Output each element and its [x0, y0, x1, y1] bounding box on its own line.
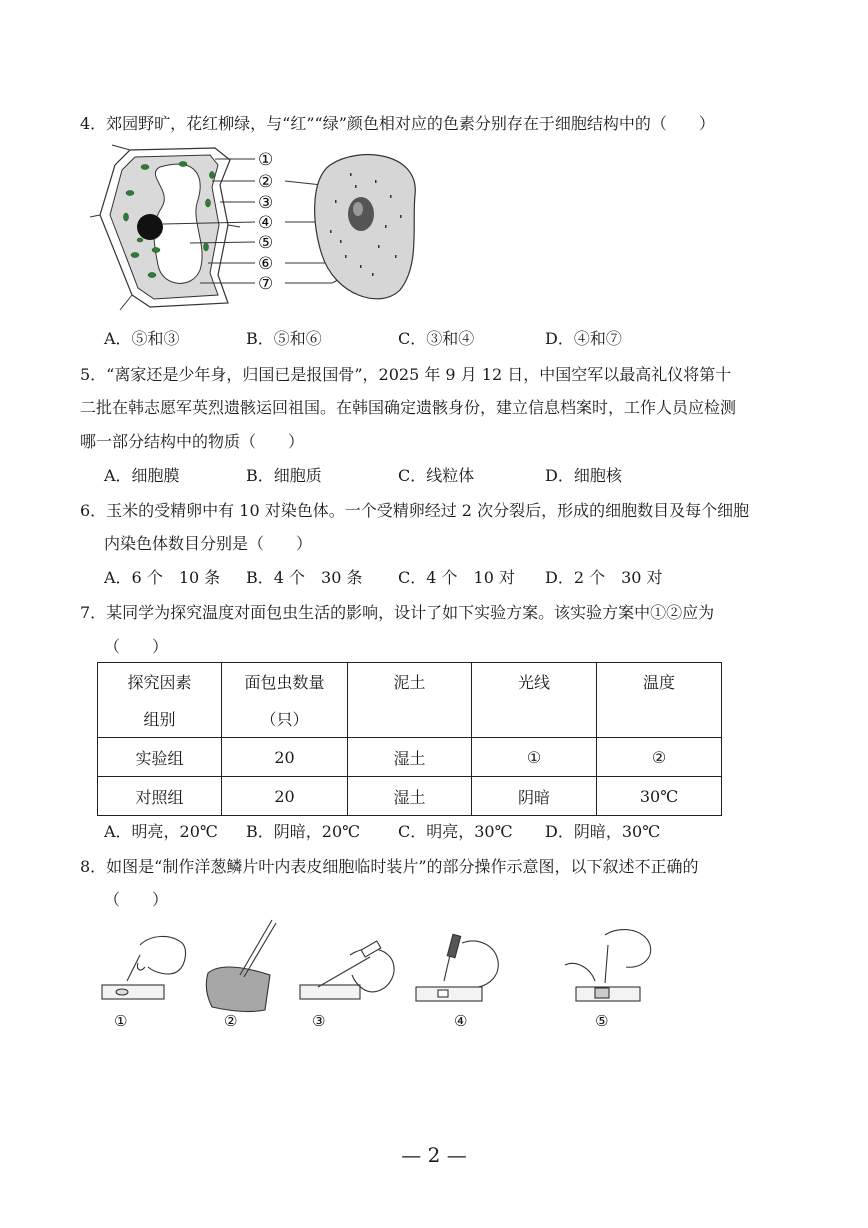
q7-option-c[interactable]: C．明亮，30℃: [398, 822, 513, 841]
q6-stem-line1: 6．玉米的受精卵中有 10 对染色体。一个受精卵经过 2 次分裂后，形成的细胞数目及每个细胞: [80, 501, 750, 520]
q5-option-c[interactable]: C．线粒体: [398, 466, 475, 485]
q5-stem-line1: 5．“离家还是少年身，归国已是报国骨”，2025 年 9 月 12 日，中国空军以最高礼仪将第十: [80, 365, 732, 384]
label-2: ②: [258, 172, 274, 192]
q5-option-a[interactable]: A．细胞膜: [104, 466, 180, 485]
q6-option-d[interactable]: D．2 个 30 对: [545, 568, 663, 587]
label-6: ⑥: [258, 254, 274, 274]
q5-option-b[interactable]: B．细胞质: [246, 466, 322, 485]
header-cell: 光线: [472, 663, 597, 738]
step-label-1: ①: [114, 1012, 128, 1030]
q6-option-b[interactable]: B．4 个 30 条: [246, 568, 363, 587]
page-number: — 2 —: [401, 1143, 467, 1167]
q4-option-b[interactable]: B．⑤和⑥: [246, 329, 322, 348]
label-1: ①: [258, 150, 274, 170]
q8-stem-line2: （ ）: [104, 890, 169, 909]
table-cell: 湿土: [348, 738, 472, 777]
table-cell: 20: [222, 777, 348, 816]
q7-option-a[interactable]: A．明亮，20℃: [104, 822, 218, 841]
q6-option-a[interactable]: A．6 个 10 条: [104, 568, 221, 587]
q4-option-d[interactable]: D．④和⑦: [545, 329, 622, 348]
q4-option-c[interactable]: C．③和④: [398, 329, 475, 348]
slide-preparation-steps-illustration: [100, 915, 680, 1035]
q5-stem-line3: 哪一部分结构中的物质（ ）: [80, 432, 305, 451]
experiment-table: [97, 662, 722, 816]
plant-animal-cell-diagram: [90, 145, 490, 315]
q7-option-b[interactable]: B．阴暗，20℃: [246, 822, 361, 841]
step-label-5: ⑤: [595, 1012, 609, 1030]
table-cell: 20: [222, 738, 348, 777]
step-label-2: ②: [224, 1012, 238, 1030]
step-label-3: ③: [312, 1012, 326, 1030]
table-header-row: [98, 663, 722, 738]
step-label-4: ④: [454, 1012, 468, 1030]
label-4: ④: [258, 213, 274, 233]
table-cell: 实验组: [98, 738, 222, 777]
header-cell: 面包虫数量 （只）: [222, 663, 348, 738]
q4-stem: 4．郊园野旷，花红柳绿，与“红”“绿”颜色相对应的色素分别存在于细胞结构中的（ ）: [80, 114, 715, 133]
header-cell: 探究因素 组别: [98, 663, 222, 738]
q6-stem-line2: 内染色体数目分别是（ ）: [104, 534, 313, 553]
table-row: [98, 738, 722, 777]
table-cell: 对照组: [98, 777, 222, 816]
table-cell: ②: [597, 738, 722, 777]
q5-stem-line2: 二批在韩志愿军英烈遗骸运回祖国。在韩国确定遗骸身份，建立信息档案时，工作人员应检测: [80, 398, 737, 417]
table-cell: 阴暗: [472, 777, 597, 816]
q7-stem-line2: （ ）: [104, 637, 169, 656]
q5-option-d[interactable]: D．细胞核: [545, 466, 622, 485]
header-cell: 泥土: [348, 663, 472, 738]
table-cell: 30℃: [597, 777, 722, 816]
label-7: ⑦: [258, 274, 274, 294]
label-3: ③: [258, 193, 274, 213]
header-cell: 温度: [597, 663, 722, 738]
table-cell: 湿土: [348, 777, 472, 816]
q7-stem-line1: 7．某同学为探究温度对面包虫生活的影响，设计了如下实验方案。该实验方案中①②应为: [80, 603, 715, 622]
table-row: [98, 777, 722, 816]
q8-stem-line1: 8．如图是“制作洋葱鳞片叶内表皮细胞临时装片”的部分操作示意图，以下叙述不正确的: [80, 857, 699, 876]
label-5: ⑤: [258, 233, 274, 253]
q4-option-a[interactable]: A．⑤和③: [104, 329, 180, 348]
q6-option-c[interactable]: C．4 个 10 对: [398, 568, 515, 587]
table-cell: ①: [472, 738, 597, 777]
q7-option-d[interactable]: D．阴暗，30℃: [545, 822, 661, 841]
